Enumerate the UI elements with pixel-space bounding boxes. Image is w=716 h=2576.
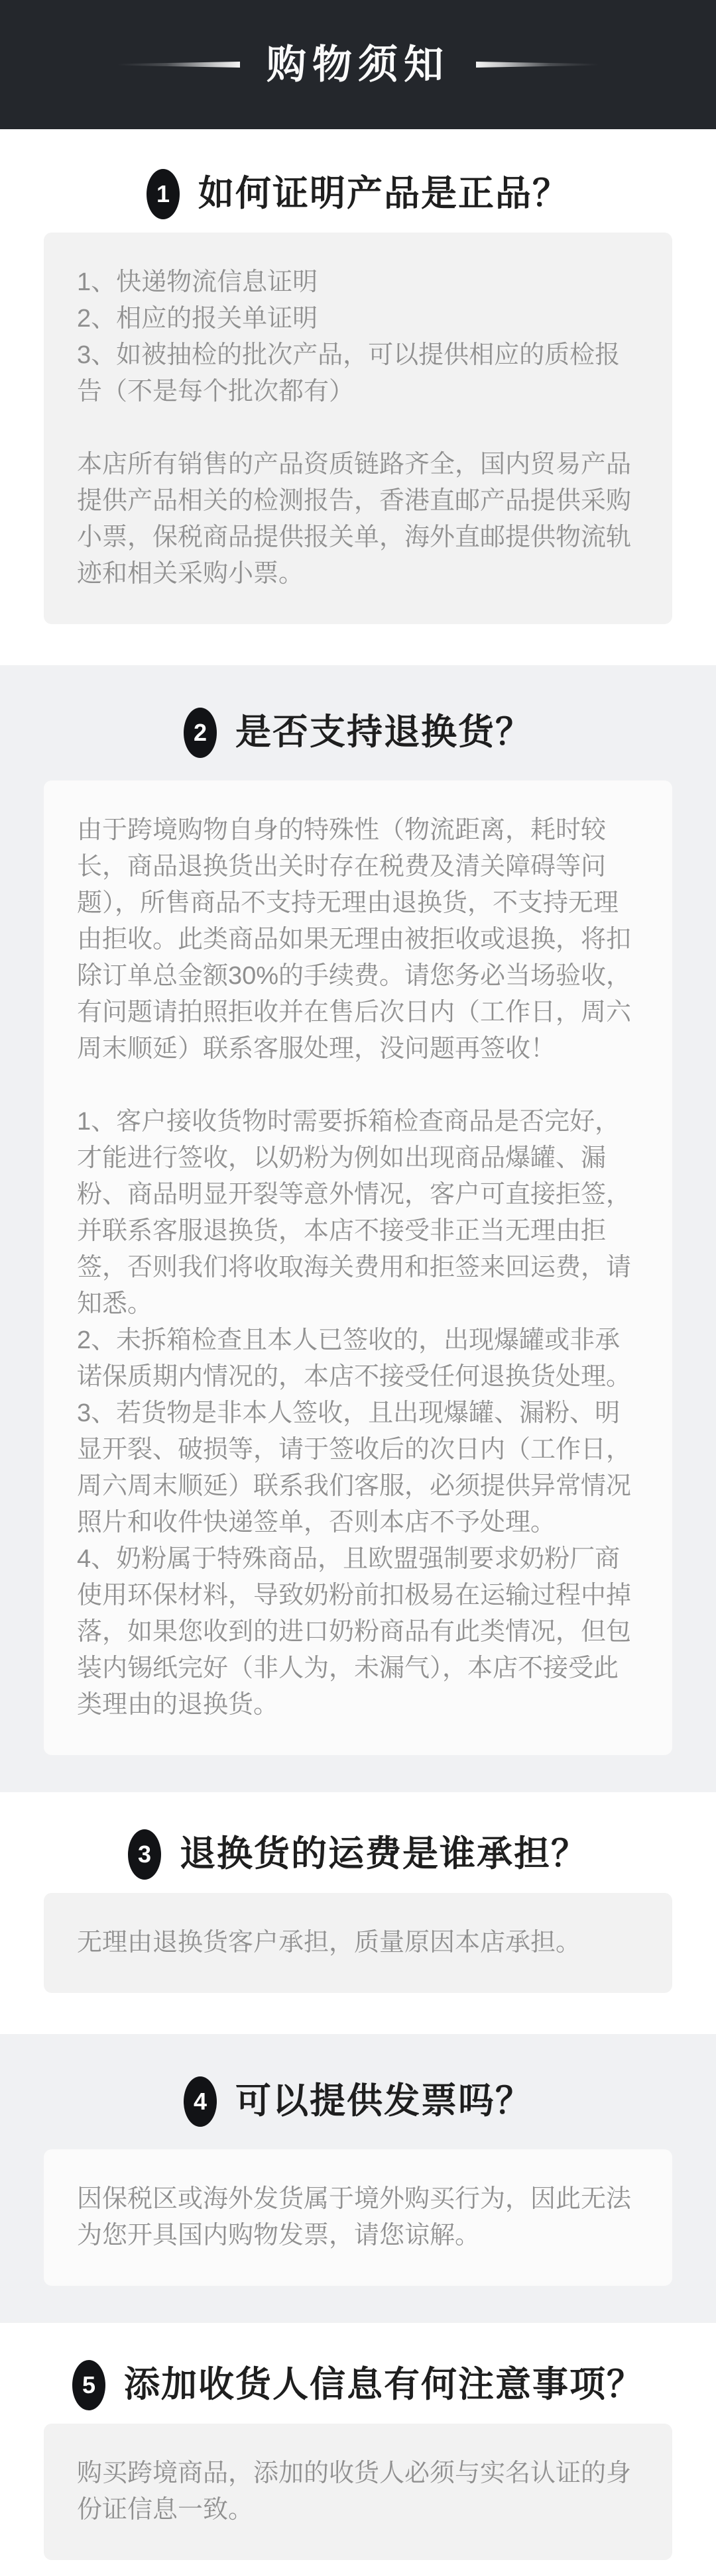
- section-4-content-box: [44, 2149, 672, 2286]
- section-2-number-badge: 2: [184, 708, 217, 758]
- section-5-number-badge: 5: [72, 2360, 105, 2410]
- returns-item-4: 4、奶粉属于特殊商品，且欧盟强制要求奶粉厂商使用环保材料，导致奶粉前扣极易在运输过程中掉落，如果您收到的进口奶粉商品有此类情况，但包装内锡纸完好（非人为，未漏气），本店不接受此类理由的退换货。: [77, 1545, 632, 1719]
- returns-item-1: 1、客户接收货物时需要拆箱检查商品是否完好，才能进行签收，以奶粉为例如出现商品爆罐、漏粉、商品明显开裂等意外情况，客户可直接拒签，并联系客服退换货，本店不接受非正当无理由拒签，否则我们将收取海关费用和拒签来回运费，请知悉。: [77, 1108, 632, 1318]
- returns-item-3: 3、若货物是非本人签收，且出现爆罐、漏粉、明显开裂、破损等，请于签收后的次日内（工作日，周六周末顺延）联系我们客服，必须提供异常情况照片和收件快递签单，否则本店不予处理。: [77, 1399, 632, 1536]
- section-3-heading: [0, 1829, 716, 1880]
- section-1-title: 如何证明产品是正品？: [198, 174, 569, 214]
- returns-item-2: 2、未拆箱检查且本人已签收的，出现爆罐或非承诺保质期内情况的，本店不接受任何退换货处理。: [77, 1326, 632, 1391]
- proof-line-3: 3、如被抽检的批次产品，可以提供相应的质检报告（不是每个批次都有）: [77, 341, 621, 405]
- section-authenticity: [0, 129, 716, 665]
- header-banner: [0, 0, 716, 129]
- invoice-answer: 因保税区或海外发货属于境外购买行为，因此无法为您开具国内购物发票，请您谅解。: [77, 2185, 632, 2249]
- title-decor-line-right-icon: [476, 62, 599, 68]
- proof-line-1: 1、快递物流信息证明: [77, 268, 318, 296]
- section-3-title: 退换货的运费是谁承担？: [180, 1834, 588, 1874]
- section-1-number-badge: 1: [147, 169, 180, 219]
- page-title: 购物须知: [267, 42, 449, 87]
- shipping-fee-answer: 无理由退换货客户承担，质量原因本店承担。: [77, 1929, 581, 1957]
- section-1-heading: [0, 169, 716, 219]
- section-2-content-box: [44, 780, 672, 1755]
- section-5-heading: [0, 2360, 716, 2410]
- section-4-heading: [0, 2076, 716, 2127]
- section-returns-policy: [0, 665, 716, 1792]
- section-3-number-badge: 3: [128, 1829, 161, 1880]
- section-3-content-box: [44, 1893, 672, 1993]
- returns-intro: 由于跨境购物自身的特殊性（物流距离，耗时较长，商品退换货出关时存在税费及清关障碍等问题），所售商品不支持无理由退换货，不支持无理由拒收。此类商品如果无理由被拒收或退换，将扣除订单总金额30%的手续费。请您务必当场验收，有问题请拍照拒收并在售后次日内（工作日，周六周末顺延）联系客服处理，没问题再签收！: [77, 816, 632, 1063]
- section-2-title: 是否支持退换货？: [235, 712, 532, 753]
- proof-note: 本店所有销售的产品资质链路齐全，国内贸易产品提供产品相关的检测报告，香港直邮产品提供采购小票，保税商品提供报关单，海外直邮提供物流轨迹和相关采购小票。: [77, 451, 632, 588]
- section-invoice: [0, 2034, 716, 2323]
- section-2-heading: [0, 708, 716, 758]
- section-5-content-box: [44, 2424, 672, 2560]
- section-5-title: 添加收货人信息有何注意事项？: [124, 2365, 644, 2405]
- section-1-content-box: [44, 233, 672, 624]
- title-decor-line-left-icon: [117, 62, 240, 68]
- section-4-number-badge: 4: [184, 2076, 217, 2127]
- section-recipient-info: [0, 2323, 716, 2576]
- recipient-info-answer: 购买跨境商品，添加的收货人必须与实名认证的身份证信息一致。: [77, 2459, 632, 2524]
- proof-line-2: 2、相应的报关单证明: [77, 305, 318, 333]
- section-4-title: 可以提供发票吗？: [235, 2081, 532, 2121]
- section-return-shipping-fee: [0, 1792, 716, 2034]
